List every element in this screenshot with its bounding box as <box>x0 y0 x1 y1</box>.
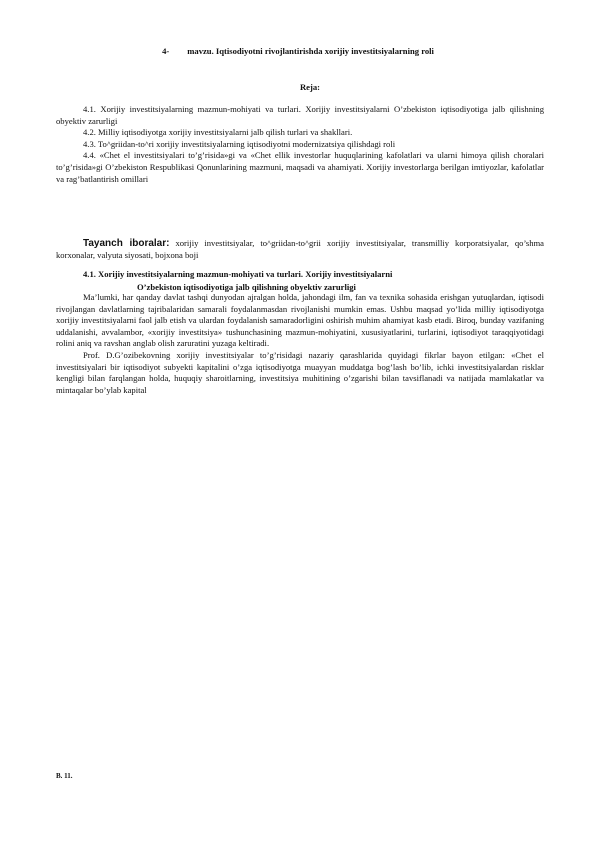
body-text <box>56 292 544 396</box>
title-number: 4- <box>162 46 170 56</box>
keywords-paragraph <box>56 238 544 261</box>
keywords-text: xorijiy investitsiyalar, to^griidan-to^grii xorijiy investitsiyalar, transmilliy korporatsiyalar, qo’shma korxonalar, valyuta siyosati, bojxona boji <box>56 238 544 260</box>
plan-item-3: 4.3. To^griidan-to^ri xorijiy investitsiyalarning iqtisodiyotni modernizatsiya qilishdagi roli <box>83 138 396 149</box>
plan-heading: Reja: <box>299 82 321 92</box>
plan-item-2: 4.2. Milliy iqtisodiyotga xorijiy investitsiyalarni jalb qilish turlari va shakllari. <box>83 127 353 138</box>
section-heading-line1: 4.1. Xorijiy investitsiyalarning mazmun-mohiyati va turlari. Xorijiy investitsiyalarni <box>83 269 393 279</box>
paragraph-2: Prof. D.G’ozibekovning xorijiy investitsiyalar to’g’risidagi nazariy qarashlarida quyidagi fikrlar bayon etilgan: «Chet el investitsiyalari bir iqtisodiyot subyekti kapitalini o’zga iqtisodiyotga muayyan muddatga bog’lash bo’lib, ichki investitsiyalardan risklar kengligi bilan farqlangan holda, huquqiy sharoitlarning, investitsiya muhitining o’zgarishi bilan tavsiflanadi va natijada mamlakatlar va mintaqalar bo’ylab kapital <box>56 349 544 395</box>
section-heading <box>83 268 523 293</box>
plan-item-4: 4.4. «Chet el investitsiyalari to’g’risida»gi va «Chet ellik investorlar huquqlarining kafolatlari va ularni himoya qilish choralari to’g’risida»gi O’zbekiston Respublikasi Qonunlarining mazmuni, maqsadi va ahamiyati. Xorijiy investorlarga berilgan imtiyozlar, kafolatlar va rag’batlantirish omillari <box>56 150 544 184</box>
title-text: mavzu. Iqtisodiyotni rivojlantirishda xorijiy investitsiyalarning roli <box>187 46 434 56</box>
section-heading-line2: O’zbekiston iqtisodiyotiga jalb qilishning obyektiv zarurligi <box>137 281 356 292</box>
keywords-label: Tayanch iboralar: <box>83 238 170 249</box>
plan-item-1: 4.1. Xorijiy investitsiyalarning mazmun-mohiyati va turlari. Xorijiy investitsiyalarni O’zbekiston iqtisodiyotiga jalb qilishning obyektiv zarurligi <box>56 104 544 126</box>
plan-list <box>56 104 544 185</box>
paragraph-1: Ma’lumki, har qanday davlat tashqi dunyodan ajralgan holda, jahondagi ilm, fan va texnika sohasida erishgan yutuqlardan, iqtisodi rivojlangan davlatlarning tajribalaridan samarali foydalanmasdan rivojlanishi mumkin emas. Ushbu maqsad yo’lida milliy iqtisodiyotga xorijiy investitsiyalarni faol jalb etish va ulardan foydalanish samaradorligini oshirish muhim ahamiyat kasb etadi. Biroq, bunday vazifaning uddalanishi, avvalambor, «xorijiy investitsiya» tushunchasining mazmun-mohiyatini, xususiyatlarini, turlarini, iqtisodiyot taraqqiyotidagi rolini aniq va ravshan anglab olish zaruratini yuzaga keltiradi. <box>56 292 544 349</box>
page-title <box>60 46 536 56</box>
page-footer: B. 11. <box>56 772 73 780</box>
